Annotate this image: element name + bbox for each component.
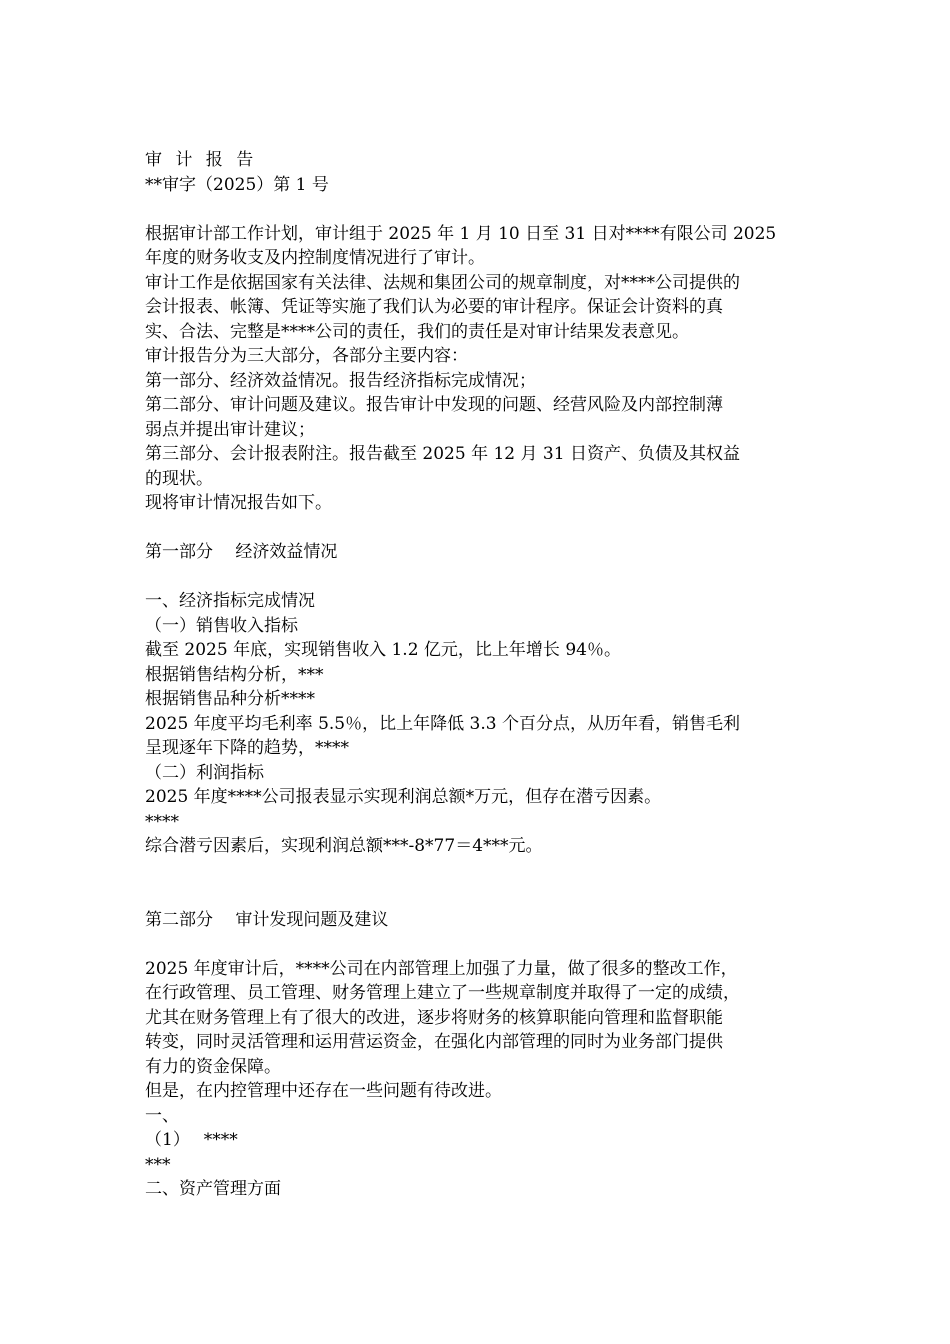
part2-line: 尤其在财务管理上有了很大的改进，逐步将财务的核算职能向管理和监督职能	[145, 1007, 723, 1028]
spacer	[145, 932, 810, 957]
part1-line: 2025 年度平均毛利率 5.5％，比上年降低 3.3 个百分点，从历年看，销售毛利	[145, 713, 740, 734]
spacer	[145, 859, 810, 908]
part2-section	[145, 957, 810, 1202]
part2-line: 二、资产管理方面	[145, 1179, 281, 1199]
intro-line: 现将审计情况报告如下。	[145, 493, 332, 513]
part2-line: 一、	[145, 1105, 179, 1126]
part1-line: 截至 2025 年底，实现销售收入 1.2 亿元，比上年增长 94％。	[145, 640, 621, 660]
document-page	[145, 148, 810, 1202]
part2-line: 但是，在内控管理中还存在一些问题有待改进。	[145, 1081, 502, 1101]
intro-line: 第一部分、经济效益情况。报告经济指标完成情况；	[145, 370, 536, 391]
part2-line: 2025 年度审计后，****公司在内部管理上加强了力量，做了很多的整改工作，	[145, 958, 738, 979]
part1-heading: 第一部分 经济效益情况	[145, 542, 338, 562]
intro-line: 第二部分、审计问题及建议。报告审计中发现的问题、经营风险及内部控制薄	[145, 395, 723, 415]
part2-line: 有力的资金保障。	[145, 1056, 281, 1077]
report-title: 审 计 报 告	[145, 150, 258, 170]
part1-line: 综合潜亏因素后，实现利润总额***-8*77＝4***元。	[145, 836, 543, 856]
part2-line: 转变，同时灵活管理和运用营运资金，在强化内部管理的同时为业务部门提供	[145, 1032, 723, 1052]
intro-line: 审计报告分为三大部分，各部分主要内容：	[145, 346, 468, 366]
spacer	[145, 197, 810, 222]
part1-line: 根据销售结构分析，***	[145, 664, 324, 685]
intro-line: 的现状。	[145, 468, 213, 489]
part2-line: （1） ****	[145, 1130, 238, 1150]
spacer	[145, 565, 810, 590]
part2-heading: 第二部分 审计发现问题及建议	[145, 909, 389, 930]
intro-line: 弱点并提出审计建议；	[145, 419, 315, 440]
part1-line: 一、经济指标完成情况	[145, 591, 315, 611]
spacer	[145, 516, 810, 541]
part1-line: 根据销售品种分析****	[145, 689, 315, 709]
intro-line: 第三部分、会计报表附注。报告截至 2025 年 12 月 31 日资产、负债及其权益	[145, 444, 740, 464]
part1-line: ****	[145, 811, 179, 832]
part1-line: （一）销售收入指标	[145, 615, 298, 636]
intro-section	[145, 222, 810, 516]
intro-line: 审计工作是依据国家有关法律、法规和集团公司的规章制度，对****公司提供的	[145, 272, 740, 293]
intro-line: 会计报表、帐簿、凭证等实施了我们认为必要的审计程序。保证会计资料的真	[145, 297, 723, 317]
part1-line: （二）利润指标	[145, 762, 264, 783]
intro-line: 年度的财务收支及内控制度情况进行了审计。	[145, 248, 485, 268]
part1-section	[145, 589, 810, 859]
intro-line: 实、合法、完整是****公司的责任，我们的责任是对审计结果发表意见。	[145, 321, 689, 342]
intro-line: 根据审计部工作计划，审计组于 2025 年 1 月 10 日至 31 日对****有限公司 2025	[145, 223, 777, 244]
part2-line: ***	[145, 1154, 171, 1175]
part1-line: 呈现逐年下降的趋势，****	[145, 738, 349, 758]
part2-line: 在行政管理、员工管理、财务管理上建立了一些规章制度并取得了一定的成绩，	[145, 983, 740, 1003]
part1-line: 2025 年度****公司报表显示实现利润总额*万元，但存在潜亏因素。	[145, 787, 662, 807]
document-number: **审字（2025）第 1 号	[145, 174, 329, 195]
